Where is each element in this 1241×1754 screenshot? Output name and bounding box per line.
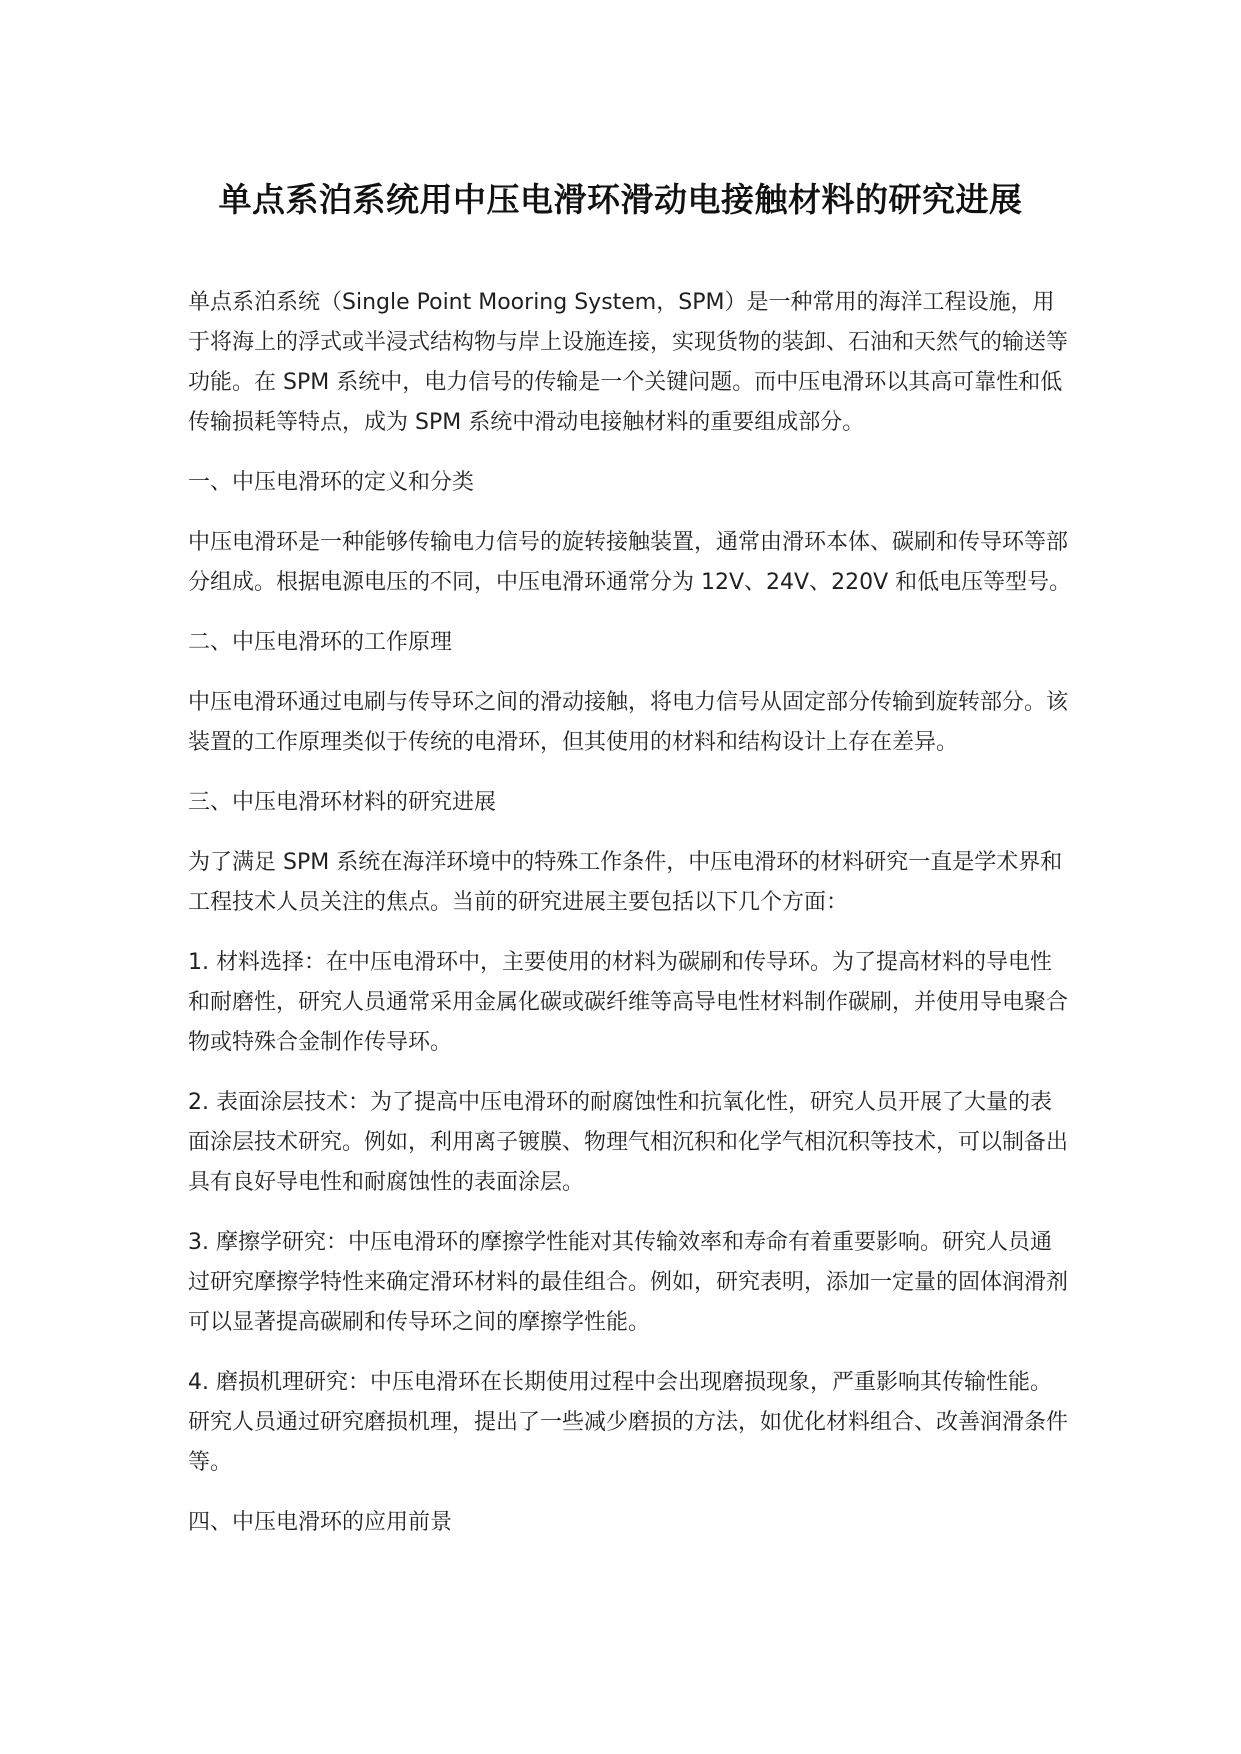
list-item-tribology: 3. 摩擦学研究：中压电滑环的摩擦学性能对其传输效率和寿命有着重要影响。研究人员通过研究摩擦学特性来确定滑环材料的最佳组合。例如，研究表明，添加一定量的固体润滑剂可以显著提高碳刷和传导环之间的摩擦学性能。 xyxy=(188,1230,1069,1335)
section-heading-2: 二、中压电滑环的工作原理 xyxy=(188,630,453,655)
section-heading-3: 三、中压电滑环材料的研究进展 xyxy=(188,790,497,815)
section-heading-1: 一、中压电滑环的定义和分类 xyxy=(188,470,475,495)
intro-paragraph: 单点系泊系统（Single Point Mooring System，SPM）是一种常用的海洋工程设施，用于将海上的浮式或半浸式结构物与岸上设施连接，实现货物的装卸、石油和天然气的输送等功能。在 SPM 系统中，电力信号的传输是一个关键问题。而中压电滑环以其高可靠性和低传输损耗等特点，成为 SPM 系统中滑动电接触材料的重要组成部分。 xyxy=(188,290,1069,435)
section-2-paragraph: 中压电滑环通过电刷与传导环之间的滑动接触，将电力信号从固定部分传输到旋转部分。该装置的工作原理类似于传统的电滑环，但其使用的材料和结构设计上存在差异。 xyxy=(188,690,1069,755)
list-item-coating: 2. 表面涂层技术：为了提高中压电滑环的耐腐蚀性和抗氧化性，研究人员开展了大量的表面涂层技术研究。例如，利用离子镀膜、物理气相沉积和化学气相沉积等技术，可以制备出具有良好导电性和耐腐蚀性的表面涂层。 xyxy=(188,1090,1069,1195)
document-body xyxy=(188,283,1073,1563)
list-item-wear: 4. 磨损机理研究：中压电滑环在长期使用过程中会出现磨损现象，严重影响其传输性能。研究人员通过研究磨损机理，提出了一些减少磨损的方法，如优化材料组合、改善润滑条件等。 xyxy=(188,1370,1069,1475)
section-3-paragraph: 为了满足 SPM 系统在海洋环境中的特殊工作条件，中压电滑环的材料研究一直是学术界和工程技术人员关注的焦点。当前的研究进展主要包括以下几个方面： xyxy=(188,850,1063,915)
section-heading-4: 四、中压电滑环的应用前景 xyxy=(188,1510,453,1535)
list-item-materials: 1. 材料选择：在中压电滑环中，主要使用的材料为碳刷和传导环。为了提高材料的导电性和耐磨性，研究人员通常采用金属化碳或碳纤维等高导电性材料制作碳刷，并使用导电聚合物或特殊合金制作传导环。 xyxy=(188,950,1069,1055)
document-title: 单点系泊系统用中压电滑环滑动电接触材料的研究进展 xyxy=(218,180,1023,219)
section-1-paragraph: 中压电滑环是一种能够传输电力信号的旋转接触装置，通常由滑环本体、碳刷和传导环等部分组成。根据电源电压的不同，中压电滑环通常分为 12V、24V、220V 和低电压等型号。 xyxy=(188,530,1072,595)
